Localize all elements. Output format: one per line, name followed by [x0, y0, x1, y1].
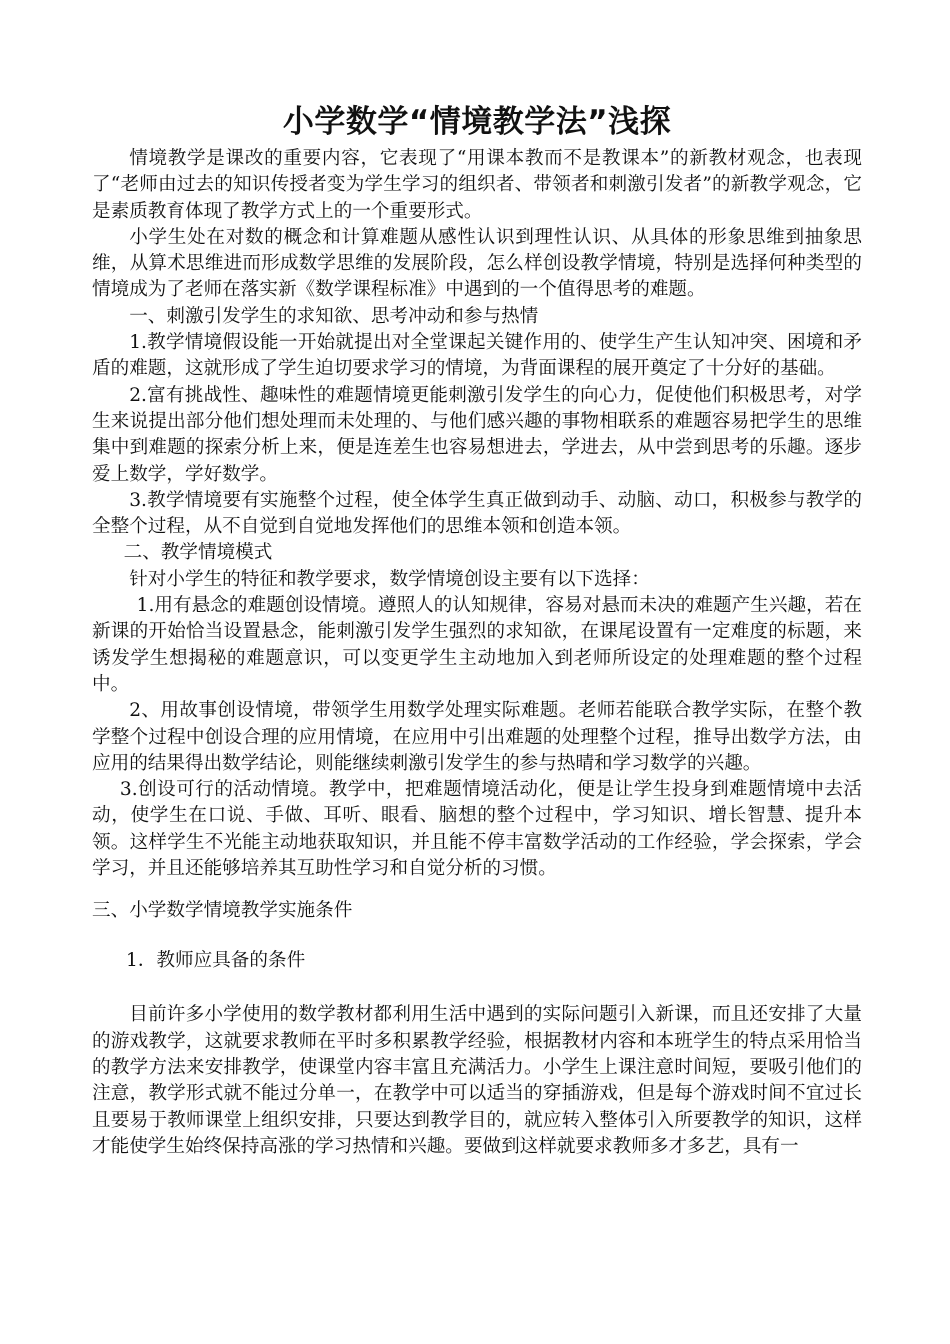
- paragraph-point-2-1: 1.用有悬念的难题创设情境。遵照人的认知规律，容易对悬而未决的难题产生兴趣，若在新课的开始恰当设置悬念，能刺激引发学生强烈的求知欲，在课尾设置有一定难度的标题，来诱发学生想揭秘的难题意识，可以变更学生主动地加入到老师所设定的处理难题的整个过程中。: [92, 595, 862, 695]
- paragraph-point-2-2: 2、用故事创设情境，带领学生用数学处理实际难题。老师若能联合教学实际，在整个教学整个过程中创设合理的应用情境，在应用中引出难题的处理整个过程，推导出数学方法，由应用的结果得出数学结论，则能继续刺激引发学生的参与热晴和学习数学的兴趣。: [92, 700, 862, 774]
- section-heading-2: 二、教学情境模式: [123, 542, 273, 564]
- document-title: 小学数学“情境教学法”浅探: [282, 104, 672, 140]
- paragraph-point-1-1: 1.教学情境假设能一开始就提出对全堂课起关键作用的、使学生产生认知冲突、困境和矛盾的难题，这就形成了学生迫切要求学习的情境，为背面课程的展开奠定了十分好的基础。: [92, 332, 862, 380]
- paragraph-point-2-3: 3.创设可行的活动情境。教学中，把难题情境活动化，便是让学生投身到难题情境中去活动，使学生在口说、手做、耳听、眼看、脑想的整个过程中，学习知识、增长智慧、提升本领。这样学生不光能主动地获取知识，并且能不停丰富数学活动的工作经验，学会探索，学会学习，并且还能够培养其互助性学习和自觉分析的习惯。: [92, 779, 862, 880]
- section-heading-3: 三、小学数学情境教学实施条件: [92, 900, 353, 922]
- paragraph-point-1-2: 2.富有挑战性、趣味性的难题情境更能刺激引发学生的向心力，促使他们积极思考，对学生来说提出部分他们想处理而未处理的、与他们感兴趣的事物相联系的难题容易把学生的思维集中到难题的探索分析上来，便是连差生也容易想进去，学进去，从中尝到思考的乐趣。逐步爱上数学，学好数学。: [92, 384, 862, 485]
- subsection-heading-teacher-conditions: 1．教师应具备的条件: [126, 950, 306, 972]
- paragraph-intro: 情境教学是课改的重要内容，它表现了“用课本教而不是教课本”的新教材观念，也表现了“老师由过去的知识传授者变为学生学习的组织者、带领者和刺激引发者”的新教学观念，它是素质教育体现了教学方式上的一个重要形式。: [92, 148, 862, 222]
- paragraph-section-2-intro: 针对小学生的特征和教学要求，数学情境创设主要有以下选择：: [129, 568, 650, 590]
- paragraph-point-1-3: 3.教学情境要有实施整个过程，使全体学生真正做到动手、动脑、动口，积极参与教学的全整个过程，从不自觉到自觉地发挥他们的思维本领和创造本领。: [92, 489, 862, 538]
- section-heading-1: 一、刺激引发学生的求知欲、思考冲动和参与热情: [129, 305, 539, 327]
- paragraph-context: 小学生处在对数的概念和计算难题从感性认识到理性认识、从具体的形象思维到抽象思维，从算术思维进而形成数学思维的发展阶段，怎么样创设教学情境，特别是选择何种类型的情境成为了老师在落实新《数学课程标准》中遇到的一个值得思考的难题。: [92, 226, 862, 301]
- paragraph-teacher-conditions: 目前许多小学使用的数学教材都利用生活中遇到的实际问题引入新课，而且还安排了大量的游戏教学，这就要求教师在平时多积累教学经验，根据教材内容和本班学生的特点采用恰当的教学方法来安排教学，使课堂内容丰富且充满活力。小学生上课注意时间短，要吸引他们的注意，教学形式就不能过分单一，在教学中可以适当的穿插游戏，但是每个游戏时间不宜过长且要易于教师课堂上组织安排，只要达到教学目的，就应转入整体引入所要教学的知识，这样才能使学生始终保持高涨的学习热情和兴趣。要做到这样就要求教师多才多艺，具有一: [92, 1004, 862, 1157]
